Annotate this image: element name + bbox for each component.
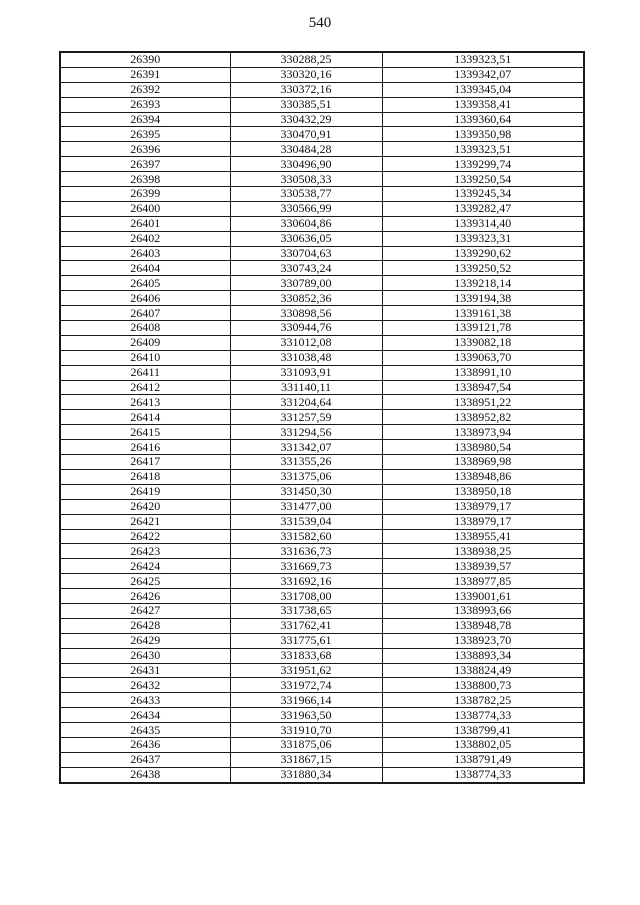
table-row — [60, 574, 584, 589]
table-row — [60, 440, 584, 455]
table-row — [60, 663, 584, 678]
x-coordinate-cell: 331951,62 — [230, 663, 382, 678]
point-number-cell: 26424 — [60, 559, 230, 574]
x-coordinate-cell: 331294,56 — [230, 425, 382, 440]
table-row — [60, 603, 584, 618]
x-coordinate-cell: 330484,28 — [230, 142, 382, 157]
table-row — [60, 529, 584, 544]
y-coordinate-cell: 1339082,18 — [382, 335, 584, 350]
x-coordinate-cell: 331692,16 — [230, 574, 382, 589]
x-coordinate-cell: 330470,91 — [230, 127, 382, 142]
table-row — [60, 708, 584, 723]
point-number-cell: 26426 — [60, 589, 230, 604]
point-number-cell: 26404 — [60, 261, 230, 276]
x-coordinate-cell: 330704,63 — [230, 246, 382, 261]
point-number-cell: 26438 — [60, 767, 230, 782]
y-coordinate-cell: 1339001,61 — [382, 589, 584, 604]
table-row — [60, 618, 584, 633]
table-row — [60, 216, 584, 231]
point-number-cell: 26420 — [60, 499, 230, 514]
table-row — [60, 127, 584, 142]
y-coordinate-cell: 1339350,98 — [382, 127, 584, 142]
point-number-cell: 26427 — [60, 603, 230, 618]
table-row — [60, 231, 584, 246]
point-number-cell: 26411 — [60, 365, 230, 380]
point-number-cell: 26425 — [60, 574, 230, 589]
point-number-cell: 26391 — [60, 67, 230, 82]
x-coordinate-cell: 330385,51 — [230, 97, 382, 112]
point-number-cell: 26393 — [60, 97, 230, 112]
x-coordinate-cell: 331966,14 — [230, 693, 382, 708]
y-coordinate-cell: 1338980,54 — [382, 440, 584, 455]
y-coordinate-cell: 1338791,49 — [382, 752, 584, 767]
point-number-cell: 26402 — [60, 231, 230, 246]
table-row — [60, 365, 584, 380]
y-coordinate-cell: 1339342,07 — [382, 67, 584, 82]
point-number-cell: 26418 — [60, 469, 230, 484]
point-number-cell: 26430 — [60, 648, 230, 663]
table-row — [60, 350, 584, 365]
point-number-cell: 26431 — [60, 663, 230, 678]
x-coordinate-cell: 331963,50 — [230, 708, 382, 723]
point-number-cell: 26416 — [60, 440, 230, 455]
x-coordinate-cell: 331738,65 — [230, 603, 382, 618]
point-number-cell: 26403 — [60, 246, 230, 261]
x-coordinate-cell: 331636,73 — [230, 544, 382, 559]
y-coordinate-cell: 1338977,85 — [382, 574, 584, 589]
point-number-cell: 26429 — [60, 633, 230, 648]
point-number-cell: 26397 — [60, 157, 230, 172]
y-coordinate-cell: 1338893,34 — [382, 648, 584, 663]
y-coordinate-cell: 1338955,41 — [382, 529, 584, 544]
point-number-cell: 26423 — [60, 544, 230, 559]
x-coordinate-cell: 330604,86 — [230, 216, 382, 231]
y-coordinate-cell: 1338969,98 — [382, 455, 584, 470]
point-number-cell: 26437 — [60, 752, 230, 767]
point-number-cell: 26414 — [60, 410, 230, 425]
table-row — [60, 499, 584, 514]
y-coordinate-cell: 1339063,70 — [382, 350, 584, 365]
x-coordinate-cell: 330288,25 — [230, 52, 382, 67]
table-row — [60, 589, 584, 604]
y-coordinate-cell: 1339194,38 — [382, 291, 584, 306]
y-coordinate-cell: 1338938,25 — [382, 544, 584, 559]
table-row — [60, 306, 584, 321]
table-row — [60, 455, 584, 470]
x-coordinate-cell: 330636,05 — [230, 231, 382, 246]
y-coordinate-cell: 1338979,17 — [382, 499, 584, 514]
x-coordinate-cell: 331257,59 — [230, 410, 382, 425]
table-row — [60, 187, 584, 202]
table-row — [60, 648, 584, 663]
table-row — [60, 678, 584, 693]
y-coordinate-cell: 1338973,94 — [382, 425, 584, 440]
y-coordinate-cell: 1338948,86 — [382, 469, 584, 484]
y-coordinate-cell: 1339360,64 — [382, 112, 584, 127]
y-coordinate-cell: 1338952,82 — [382, 410, 584, 425]
table-row — [60, 201, 584, 216]
table-body — [60, 52, 584, 783]
x-coordinate-cell: 331539,04 — [230, 514, 382, 529]
y-coordinate-cell: 1339299,74 — [382, 157, 584, 172]
point-number-cell: 26390 — [60, 52, 230, 67]
point-number-cell: 26400 — [60, 201, 230, 216]
table-row — [60, 484, 584, 499]
x-coordinate-cell: 330743,24 — [230, 261, 382, 276]
y-coordinate-cell: 1339314,40 — [382, 216, 584, 231]
y-coordinate-cell: 1339121,78 — [382, 321, 584, 336]
x-coordinate-cell: 331375,06 — [230, 469, 382, 484]
y-coordinate-cell: 1339218,14 — [382, 276, 584, 291]
point-number-cell: 26396 — [60, 142, 230, 157]
x-coordinate-cell: 331972,74 — [230, 678, 382, 693]
point-number-cell: 26433 — [60, 693, 230, 708]
x-coordinate-cell: 330508,33 — [230, 172, 382, 187]
point-number-cell: 26409 — [60, 335, 230, 350]
table-row — [60, 425, 584, 440]
x-coordinate-cell: 331355,26 — [230, 455, 382, 470]
x-coordinate-cell: 330898,56 — [230, 306, 382, 321]
y-coordinate-cell: 1338947,54 — [382, 380, 584, 395]
point-number-cell: 26408 — [60, 321, 230, 336]
x-coordinate-cell: 331708,00 — [230, 589, 382, 604]
x-coordinate-cell: 330320,16 — [230, 67, 382, 82]
x-coordinate-cell: 331910,70 — [230, 723, 382, 738]
point-number-cell: 26413 — [60, 395, 230, 410]
x-coordinate-cell: 331140,11 — [230, 380, 382, 395]
table-row — [60, 380, 584, 395]
x-coordinate-cell: 330852,36 — [230, 291, 382, 306]
point-number-cell: 26395 — [60, 127, 230, 142]
point-number-cell: 26422 — [60, 529, 230, 544]
table-row — [60, 737, 584, 752]
table-row — [60, 157, 584, 172]
table-row — [60, 246, 584, 261]
point-number-cell: 26428 — [60, 618, 230, 633]
y-coordinate-cell: 1338782,25 — [382, 693, 584, 708]
table-row — [60, 395, 584, 410]
y-coordinate-cell: 1338774,33 — [382, 767, 584, 782]
y-coordinate-cell: 1339290,62 — [382, 246, 584, 261]
table-row — [60, 633, 584, 648]
point-number-cell: 26435 — [60, 723, 230, 738]
x-coordinate-cell: 331833,68 — [230, 648, 382, 663]
y-coordinate-cell: 1338939,57 — [382, 559, 584, 574]
point-number-cell: 26436 — [60, 737, 230, 752]
point-number-cell: 26394 — [60, 112, 230, 127]
table-row — [60, 142, 584, 157]
point-number-cell: 26407 — [60, 306, 230, 321]
point-number-cell: 26398 — [60, 172, 230, 187]
point-number-cell: 26419 — [60, 484, 230, 499]
table-row — [60, 335, 584, 350]
y-coordinate-cell: 1339323,51 — [382, 52, 584, 67]
y-coordinate-cell: 1339358,41 — [382, 97, 584, 112]
point-number-cell: 26406 — [60, 291, 230, 306]
y-coordinate-cell: 1338948,78 — [382, 618, 584, 633]
table-row — [60, 723, 584, 738]
y-coordinate-cell: 1338774,33 — [382, 708, 584, 723]
x-coordinate-cell: 331342,07 — [230, 440, 382, 455]
y-coordinate-cell: 1339250,52 — [382, 261, 584, 276]
coordinates-table — [59, 51, 585, 784]
table-row — [60, 67, 584, 82]
table-row — [60, 514, 584, 529]
table-row — [60, 544, 584, 559]
y-coordinate-cell: 1339250,54 — [382, 172, 584, 187]
y-coordinate-cell: 1338993,66 — [382, 603, 584, 618]
x-coordinate-cell: 331450,30 — [230, 484, 382, 499]
point-number-cell: 26432 — [60, 678, 230, 693]
x-coordinate-cell: 331477,00 — [230, 499, 382, 514]
point-number-cell: 26421 — [60, 514, 230, 529]
y-coordinate-cell: 1338991,10 — [382, 365, 584, 380]
y-coordinate-cell: 1339323,31 — [382, 231, 584, 246]
table-row — [60, 469, 584, 484]
table-row — [60, 693, 584, 708]
y-coordinate-cell: 1338799,41 — [382, 723, 584, 738]
table-row — [60, 82, 584, 97]
point-number-cell: 26415 — [60, 425, 230, 440]
x-coordinate-cell: 330789,00 — [230, 276, 382, 291]
page-number: 540 — [308, 15, 332, 31]
y-coordinate-cell: 1339245,34 — [382, 187, 584, 202]
point-number-cell: 26434 — [60, 708, 230, 723]
table-row — [60, 112, 584, 127]
y-coordinate-cell: 1338951,22 — [382, 395, 584, 410]
table-row — [60, 172, 584, 187]
table-row — [60, 52, 584, 67]
x-coordinate-cell: 330496,90 — [230, 157, 382, 172]
y-coordinate-cell: 1338824,49 — [382, 663, 584, 678]
y-coordinate-cell: 1338800,73 — [382, 678, 584, 693]
x-coordinate-cell: 331775,61 — [230, 633, 382, 648]
point-number-cell: 26399 — [60, 187, 230, 202]
x-coordinate-cell: 331093,91 — [230, 365, 382, 380]
x-coordinate-cell: 331038,48 — [230, 350, 382, 365]
y-coordinate-cell: 1338802,05 — [382, 737, 584, 752]
x-coordinate-cell: 331582,60 — [230, 529, 382, 544]
table-row — [60, 291, 584, 306]
x-coordinate-cell: 330538,77 — [230, 187, 382, 202]
y-coordinate-cell: 1339161,38 — [382, 306, 584, 321]
x-coordinate-cell: 331669,73 — [230, 559, 382, 574]
x-coordinate-cell: 330432,29 — [230, 112, 382, 127]
table-row — [60, 410, 584, 425]
x-coordinate-cell: 330372,16 — [230, 82, 382, 97]
table-row — [60, 261, 584, 276]
x-coordinate-cell: 331880,34 — [230, 767, 382, 782]
point-number-cell: 26410 — [60, 350, 230, 365]
x-coordinate-cell: 331204,64 — [230, 395, 382, 410]
y-coordinate-cell: 1338923,70 — [382, 633, 584, 648]
table-row — [60, 559, 584, 574]
point-number-cell: 26401 — [60, 216, 230, 231]
x-coordinate-cell: 331867,15 — [230, 752, 382, 767]
point-number-cell: 26417 — [60, 455, 230, 470]
point-number-cell: 26412 — [60, 380, 230, 395]
y-coordinate-cell: 1339323,51 — [382, 142, 584, 157]
point-number-cell: 26405 — [60, 276, 230, 291]
x-coordinate-cell: 331012,08 — [230, 335, 382, 350]
table-row — [60, 767, 584, 782]
table-row — [60, 321, 584, 336]
point-number-cell: 26392 — [60, 82, 230, 97]
table-row — [60, 97, 584, 112]
y-coordinate-cell: 1339282,47 — [382, 201, 584, 216]
x-coordinate-cell: 330944,76 — [230, 321, 382, 336]
table-row — [60, 752, 584, 767]
x-coordinate-cell: 330566,99 — [230, 201, 382, 216]
x-coordinate-cell: 331875,06 — [230, 737, 382, 752]
y-coordinate-cell: 1338979,17 — [382, 514, 584, 529]
y-coordinate-cell: 1339345,04 — [382, 82, 584, 97]
x-coordinate-cell: 331762,41 — [230, 618, 382, 633]
table-row — [60, 276, 584, 291]
y-coordinate-cell: 1338950,18 — [382, 484, 584, 499]
